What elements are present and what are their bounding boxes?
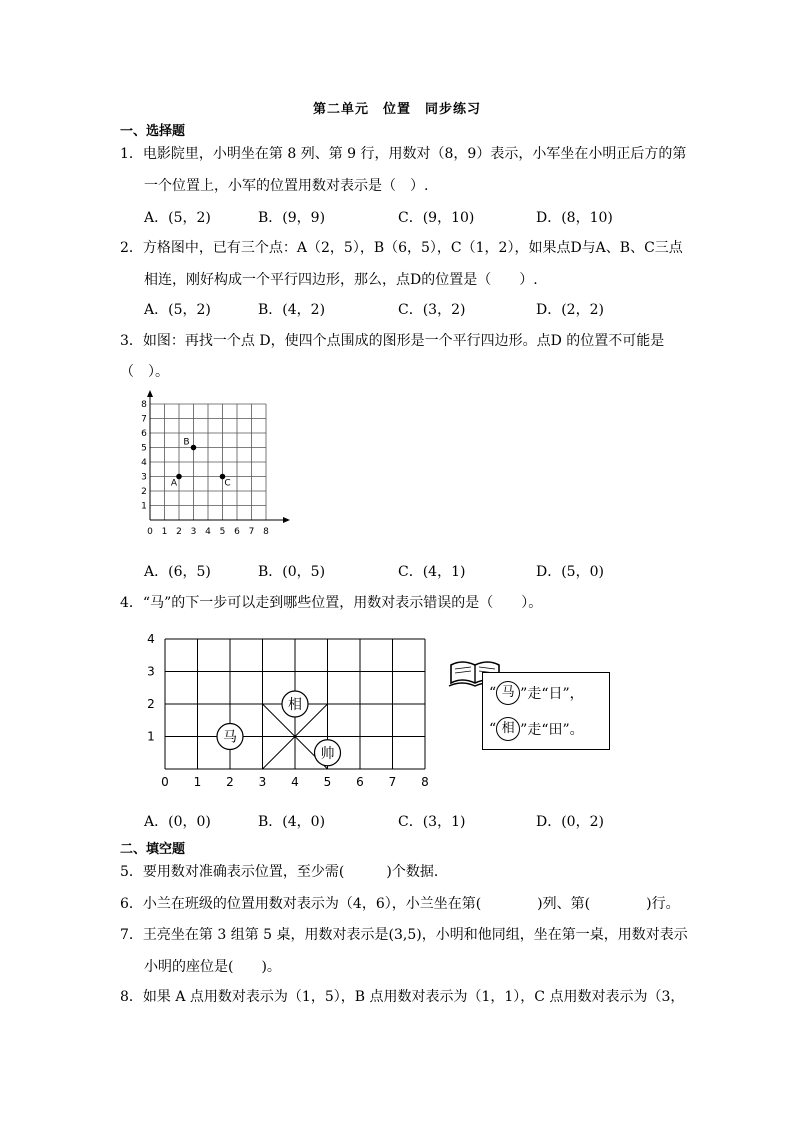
board-x-tick: 7	[388, 775, 397, 789]
board-x-tick: 4	[291, 775, 299, 789]
board-x-tick: 2	[226, 775, 234, 789]
q1-option-d[interactable]: D．(8，10)	[536, 210, 613, 226]
q2-option-c[interactable]: C．(3，2)	[398, 302, 466, 318]
point-label-a: A	[170, 478, 178, 489]
question-2-line-1: 2．方格图中，已有三个点：A（2，5），B（6，5），C（1，2），如果点D与A、B、C三点	[120, 240, 683, 256]
chess-pieces	[217, 691, 341, 766]
board-x-tick: 3	[258, 775, 267, 789]
board-y-tick: 3	[147, 664, 155, 679]
q2-option-b[interactable]: B．(4，2)	[258, 302, 326, 318]
question-4-line-1: 4．“马”的下一步可以走到哪些位置，用数对表示错误的是（ ）。	[120, 595, 543, 611]
y-tick-label: 3	[141, 472, 147, 483]
section-heading-choice: 一、选择题	[120, 124, 186, 139]
rule-horse	[489, 681, 584, 705]
axes	[147, 390, 290, 523]
q4-option-c[interactable]: C．(3，1)	[398, 814, 466, 830]
board-y-tick: 4	[147, 632, 155, 646]
rule-horse-text: ”走“日”，	[520, 686, 584, 702]
q4-option-a[interactable]: A．(0，0)	[144, 814, 211, 830]
question-3-line-1: 3．如图：再找一个点 D，使四个点围成的图形是一个平行四边形。点D 的位置不可能是	[120, 333, 665, 349]
y-tick-label: 7	[141, 414, 147, 425]
board-y-tick: 1	[147, 729, 155, 744]
board-x-tick: 0	[161, 775, 169, 789]
y-tick-label: 5	[141, 443, 147, 454]
rule-elephant-text: ”走“田”。	[520, 722, 584, 738]
q1-option-a[interactable]: A．(5，2)	[144, 210, 211, 226]
x-tick-label: 2	[176, 527, 182, 537]
point-b	[191, 445, 197, 451]
x-tick-label: 0	[147, 527, 153, 537]
point-label-b: B	[183, 437, 190, 448]
y-axis-arrow	[147, 390, 153, 397]
chess-piece-label: 帅	[320, 745, 335, 762]
question-6: 6．小兰在班级的位置用数对表示为（4，6），小兰坐在第( )列、第( )行。	[120, 896, 680, 912]
tick-labels	[141, 400, 269, 537]
q2-option-d[interactable]: D．(2，2)	[536, 302, 604, 318]
x-tick-label: 4	[205, 527, 211, 537]
q1-option-b[interactable]: B．(9，9)	[258, 210, 326, 226]
q2-option-a[interactable]: A．(5，2)	[144, 302, 211, 318]
q4-option-d[interactable]: D．(0，2)	[536, 814, 604, 830]
question-7-line-2: 小明的座位是( )。	[144, 959, 281, 975]
x-tick-label: 1	[161, 527, 168, 537]
elephant-piece-icon: 相	[496, 717, 520, 741]
q1-option-c[interactable]: C．(9，10)	[398, 210, 475, 226]
q4-option-b[interactable]: B．(4，0)	[258, 814, 326, 830]
quote-open: “	[489, 685, 497, 701]
board-x-tick: 8	[421, 775, 429, 789]
x-axis-arrow	[283, 517, 290, 523]
x-tick-label: 8	[263, 527, 269, 537]
chess-board-figure	[140, 625, 440, 790]
question-8-line-1: 8．如果 A 点用数对表示为（1，5），B 点用数对表示为（1，1），C 点用数对表示为（3，	[120, 989, 685, 1005]
q3-option-c[interactable]: C．(4，1)	[398, 564, 466, 580]
q3-option-d[interactable]: D．(5，0)	[536, 564, 604, 580]
q3-option-b[interactable]: B．(0，5)	[258, 564, 326, 580]
x-tick-label: 7	[248, 527, 255, 537]
point-label-c: C	[224, 478, 231, 489]
rule-elephant	[489, 717, 584, 741]
question-3-line-2: （ ）。	[120, 364, 169, 380]
section-heading-fill: 二、填空题	[120, 842, 186, 857]
question-1-line-1: 1．电影院里，小明坐在第 8 列、第 9 行，用数对（8，9）表示，小军坐在小明正后方的第	[120, 146, 687, 162]
x-tick-label: 3	[190, 527, 197, 537]
question-5: 5．要用数对准确表示位置，至少需( )个数据．	[120, 864, 448, 880]
quote-open: “	[489, 721, 497, 737]
board-x-tick: 6	[356, 775, 364, 789]
question-7-line-1: 7．王亮坐在第 3 组第 5 桌，用数对表示是(3,5)，小明和他同组，坐在第一桌，用数对表示	[120, 927, 688, 943]
rule-note-box	[482, 672, 610, 750]
x-tick-label: 6	[234, 527, 240, 537]
y-tick-label: 6	[141, 429, 147, 439]
y-tick-label: 8	[141, 400, 147, 410]
question-2-line-2: 相连，刚好构成一个平行四边形，那么，点D的位置是（ ）.	[144, 272, 538, 288]
chess-piece-label: 相	[288, 697, 302, 713]
coordinate-grid-figure	[130, 388, 300, 550]
chess-piece-label: 马	[223, 729, 237, 746]
page-title: 第二单元 位置 同步练习	[312, 102, 481, 117]
y-tick-label: 2	[141, 487, 147, 497]
horse-piece-icon: 马	[496, 681, 520, 705]
grid-lines	[150, 404, 266, 520]
board-x-tick: 5	[323, 775, 332, 789]
board-y-tick: 2	[147, 697, 155, 711]
grid-points	[171, 438, 231, 489]
x-tick-label: 5	[219, 527, 226, 537]
question-1-line-2: 一个位置上，小军的位置用数对表示是（ ）.	[144, 178, 429, 194]
y-tick-label: 4	[141, 458, 147, 468]
q3-option-a[interactable]: A．(6，5)	[144, 564, 211, 580]
y-tick-label: 1	[141, 501, 147, 512]
board-x-tick: 1	[193, 775, 202, 789]
